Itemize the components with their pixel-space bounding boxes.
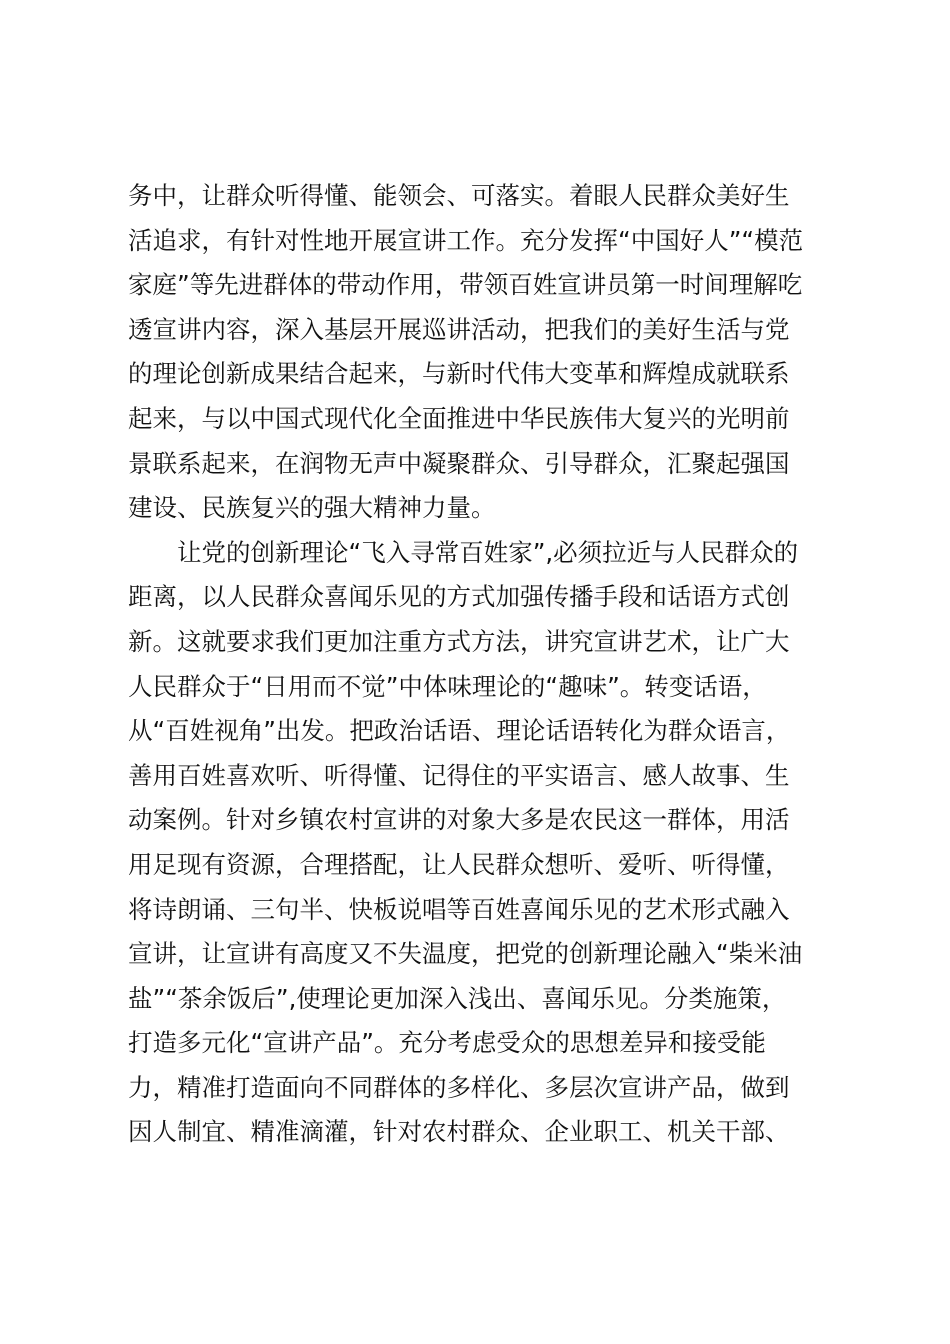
text-line: 新。这就要求我们更加注重方式方法，讲究宣讲艺术，让广大 bbox=[128, 626, 790, 656]
text-line: 的理论创新成果结合起来，与新时代伟大变革和辉煌成就联系 bbox=[128, 359, 790, 389]
text-line: 景联系起来，在润物无声中凝聚群众、引导群众，汇聚起强国 bbox=[128, 448, 790, 478]
text-line: 起来，与以中国式现代化全面推进中华民族伟大复兴的光明前 bbox=[128, 403, 790, 433]
text-line: 透宣讲内容，深入基层开展巡讲活动，把我们的美好生活与党 bbox=[128, 314, 790, 344]
text-line: 将诗朗诵、三句半、快板说唱等百姓喜闻乐见的艺术形式融入 bbox=[128, 894, 790, 924]
text-line: 宣讲，让宣讲有高度又不失温度，把党的创新理论融入“柴米油 bbox=[128, 939, 803, 969]
text-line: 活追求，有针对性地开展宣讲工作。充分发挥“中国好人”“模范 bbox=[128, 225, 804, 255]
text-line: 从“百姓视角”出发。把政治话语、理论话语转化为群众语言， bbox=[128, 716, 791, 746]
text-line: 力，精准打造面向不同群体的多样化、多层次宣讲产品，做到 bbox=[128, 1072, 790, 1102]
text-line: 建设、民族复兴的强大精神力量。 bbox=[128, 493, 496, 523]
text-line: 务中，让群众听得懂、能领会、可落实。着眼人民群众美好生 bbox=[128, 181, 790, 210]
text-line: 盐”“茶余饭后”,使理论更加深入浅出、喜闻乐见。分类施策， bbox=[128, 983, 787, 1013]
text-line: 距离，以人民群众喜闻乐见的方式加强传播手段和话语方式创 bbox=[128, 582, 790, 612]
text-line: 人民群众于“日用而不觉”中体味理论的“趣味”。转变话语， bbox=[128, 671, 767, 701]
text-line: 家庭”等先进群体的带动作用，带领百姓宣讲员第一时间理解吃 bbox=[128, 270, 803, 300]
text-line: 打造多元化“宣讲产品”。充分考虑受众的思想差异和接受能 bbox=[128, 1028, 766, 1058]
text-line: 因人制宜、精准滴灌，针对农村群众、企业职工、机关干部、 bbox=[128, 1117, 790, 1147]
text-line: 动案例。针对乡镇农村宣讲的对象大多是农民这一群体，用活 bbox=[128, 805, 790, 835]
body-text bbox=[128, 174, 828, 1155]
text-line: 善用百姓喜欢听、听得懂、记得住的平实语言、感人故事、生 bbox=[128, 760, 790, 790]
text-line: 让党的创新理论“飞入寻常百姓家”,必须拉近与人民群众的 bbox=[128, 537, 799, 567]
text-line: 用足现有资源，合理搭配，让人民群众想听、爱听、听得懂， bbox=[128, 849, 790, 879]
